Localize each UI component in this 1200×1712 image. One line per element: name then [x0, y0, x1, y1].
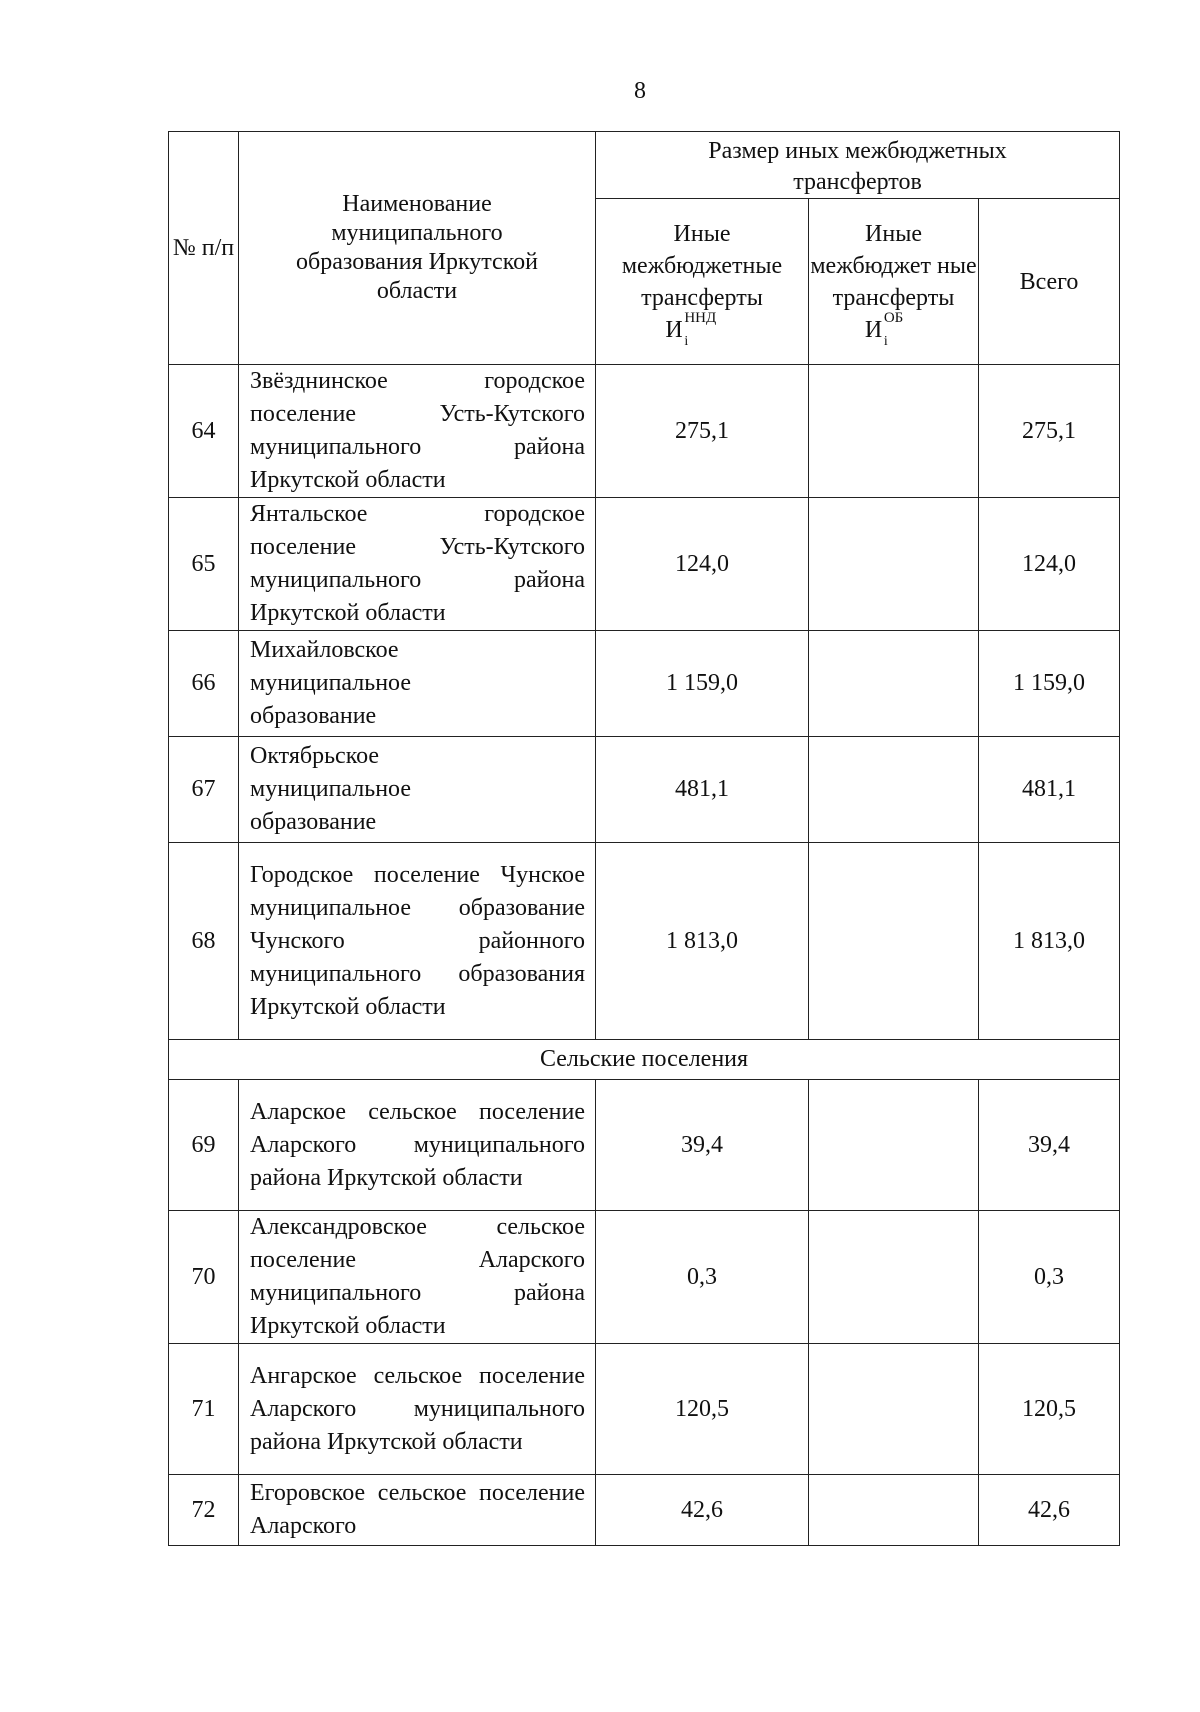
row-name: Городское поселение Чунское муниципальное образование Чунского районного муниципального образования Иркутской области	[239, 843, 596, 1040]
header-col-nnd-formula	[665, 309, 738, 349]
row-nnd: 39,4	[596, 1080, 809, 1211]
row-total: 42,6	[979, 1475, 1120, 1546]
table-row	[169, 1080, 1120, 1211]
table-row	[169, 1475, 1120, 1546]
section-row	[169, 1040, 1120, 1080]
row-name: Михайловское муниципальное образование	[239, 631, 596, 737]
row-num: 72	[169, 1475, 239, 1546]
ob-symbol: И	[864, 316, 883, 343]
section-title: Сельские поселения	[169, 1040, 1120, 1080]
row-num: 65	[169, 498, 239, 631]
row-ob	[809, 1080, 979, 1211]
row-total: 120,5	[979, 1344, 1120, 1475]
header-group: Размер иных межбюджетных трансфертов	[596, 132, 1120, 199]
transfers-table	[168, 131, 1120, 1546]
row-nnd: 0,3	[596, 1211, 809, 1344]
table-row	[169, 737, 1120, 843]
header-col-ob	[809, 199, 979, 365]
ob-superscript: ОБ	[883, 309, 904, 326]
header-num: № п/п	[169, 132, 239, 365]
row-nnd: 275,1	[596, 365, 809, 498]
header-col-ob-text: Иные межбюджет ные трансферты	[810, 220, 977, 311]
row-name: Аларское сельское поселение Аларского муниципального района Иркутской области	[239, 1080, 596, 1211]
row-name: Звёзднинское городское поселение Усть-Кутского муниципального района Иркутской области	[239, 365, 596, 498]
page-number: 8	[634, 78, 646, 104]
row-num: 66	[169, 631, 239, 737]
table-row	[169, 1344, 1120, 1475]
row-nnd: 1 159,0	[596, 631, 809, 737]
row-num: 67	[169, 737, 239, 843]
table-row	[169, 843, 1120, 1040]
row-name: Октябрьское муниципальное образование	[239, 737, 596, 843]
row-nnd: 124,0	[596, 498, 809, 631]
nnd-subscript: i	[684, 333, 689, 349]
row-total: 275,1	[979, 365, 1120, 498]
row-ob	[809, 1211, 979, 1344]
row-num: 70	[169, 1211, 239, 1344]
row-nnd: 1 813,0	[596, 843, 809, 1040]
row-total: 1 159,0	[979, 631, 1120, 737]
row-num: 68	[169, 843, 239, 1040]
row-nnd: 120,5	[596, 1344, 809, 1475]
row-num: 64	[169, 365, 239, 498]
table-row	[169, 498, 1120, 631]
row-ob	[809, 737, 979, 843]
table-row	[169, 631, 1120, 737]
row-total: 481,1	[979, 737, 1120, 843]
row-num: 69	[169, 1080, 239, 1211]
row-ob	[809, 365, 979, 498]
row-ob	[809, 1475, 979, 1546]
header-name: Наименование муниципального образования Иркутской области	[239, 132, 596, 365]
header-row-1	[169, 132, 1120, 199]
table-row	[169, 365, 1120, 498]
row-ob	[809, 1344, 979, 1475]
row-total: 0,3	[979, 1211, 1120, 1344]
row-name: Ангарское сельское поселение Аларского муниципального района Иркутской области	[239, 1344, 596, 1475]
row-name: Егоровское сельское поселение Аларского	[239, 1475, 596, 1546]
row-name: Александровское сельское поселение Аларского муниципального района Иркутской области	[239, 1211, 596, 1344]
row-total: 124,0	[979, 498, 1120, 631]
ob-subscript: i	[883, 333, 888, 349]
table-row	[169, 1211, 1120, 1344]
row-num: 71	[169, 1344, 239, 1475]
header-col-nnd-text: Иные межбюджетные трансферты	[621, 220, 783, 311]
row-ob	[809, 843, 979, 1040]
header-col-nnd	[596, 199, 809, 365]
row-name: Янтальское городское поселение Усть-Кутского муниципального района Иркутской области	[239, 498, 596, 631]
row-ob	[809, 498, 979, 631]
row-nnd: 42,6	[596, 1475, 809, 1546]
row-nnd: 481,1	[596, 737, 809, 843]
header-col-total: Всего	[979, 199, 1120, 365]
nnd-superscript: ННД	[684, 309, 717, 326]
nnd-symbol: И	[665, 316, 683, 343]
row-ob	[809, 631, 979, 737]
row-total: 39,4	[979, 1080, 1120, 1211]
row-total: 1 813,0	[979, 843, 1120, 1040]
header-col-ob-formula	[864, 309, 922, 349]
